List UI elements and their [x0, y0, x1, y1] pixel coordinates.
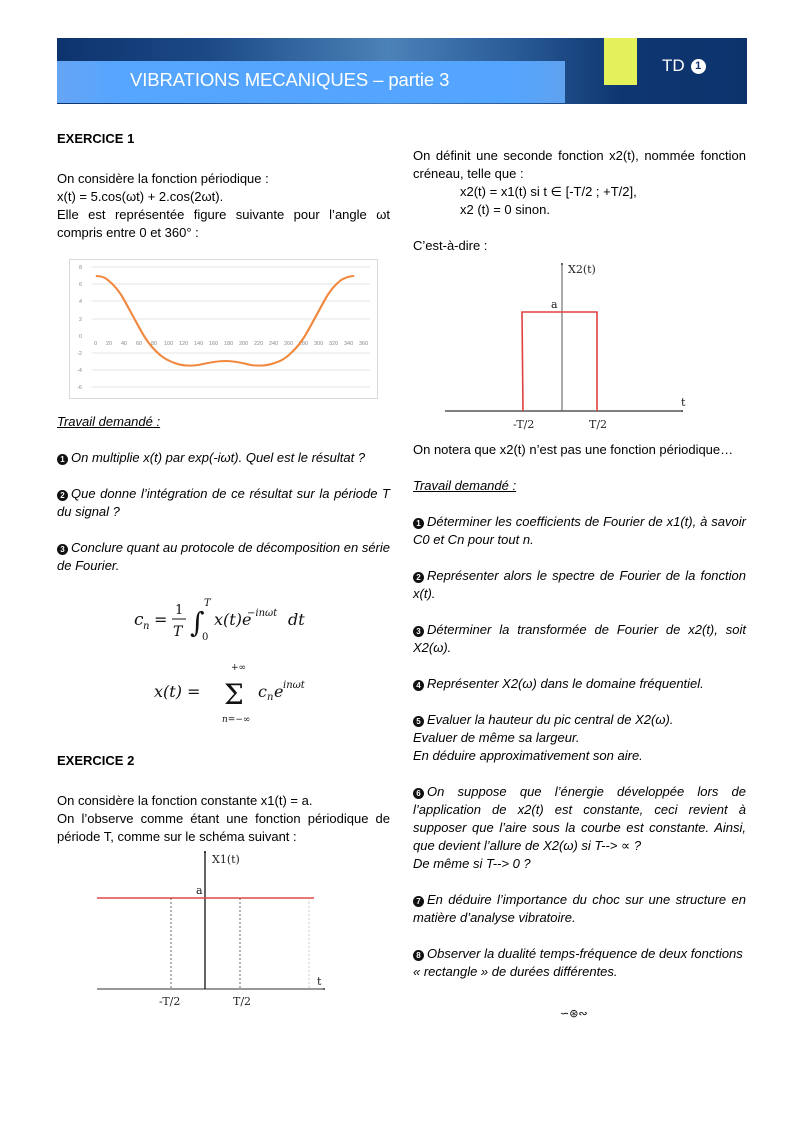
definition-line-3: x2 (t) = 0 sinon.	[460, 202, 550, 217]
svg-text:∫: ∫	[190, 606, 205, 639]
exercise2-intro	[57, 752, 390, 846]
page-title: VIBRATIONS MECANIQUES – partie 3	[130, 69, 450, 90]
x1-tick-left: -T/2	[159, 995, 181, 1008]
x2-rectangle-figure	[441, 260, 691, 435]
end-ornament-icon: ∽⊛∾	[560, 1008, 588, 1020]
x2-tick-left: -T/2	[513, 418, 535, 431]
exercise2-task-5-line-2: Evaluer de même sa largeur.	[413, 730, 580, 745]
x2-t-label: t	[681, 396, 686, 409]
svg-text:n=−∞: n=−∞	[222, 715, 251, 725]
exercise2-task-1: 1 Déterminer les coefficients de Fourier de x1(t), à savoir C0 et Cn pour tout n.	[413, 514, 746, 547]
number-7-icon: 7	[413, 896, 424, 907]
number-3-icon: 3	[413, 626, 424, 637]
x1-t-label: t	[317, 975, 322, 988]
svg-text:Σ: Σ	[224, 678, 244, 711]
exercise1-chart	[69, 259, 378, 399]
svg-text:4: 4	[79, 299, 83, 305]
svg-text:340: 340	[344, 341, 354, 347]
svg-text:1: 1	[175, 603, 184, 618]
number-2-icon: 2	[413, 572, 424, 583]
svg-text:=: =	[154, 610, 168, 629]
svg-text:160: 160	[209, 341, 219, 347]
svg-text:T: T	[173, 624, 183, 640]
definition-line-2: x2(t) = x1(t) si t ∈ [-T/2 ; +T/2],	[460, 184, 637, 199]
exercise2-work-title: Travail demandé :	[413, 478, 517, 493]
number-3-icon: 3	[57, 544, 68, 555]
svg-text:80: 80	[151, 341, 158, 347]
svg-text:n: n	[267, 692, 274, 703]
svg-text:+∞: +∞	[231, 663, 247, 673]
svg-text:320: 320	[329, 341, 339, 347]
exercise1-work-title: Travail demandé :	[57, 414, 161, 429]
td-text: TD	[662, 56, 685, 75]
svg-text:0: 0	[94, 341, 98, 347]
td-number-badge: 1	[691, 59, 706, 74]
svg-text:dt: dt	[288, 610, 305, 629]
svg-text:240: 240	[269, 341, 279, 347]
number-6-icon: 6	[413, 788, 424, 799]
definition-line-1: On définit une seconde fonction x2(t), nommée fonction créneau, telle que :	[413, 148, 746, 181]
svg-text:280: 280	[299, 341, 309, 347]
svg-text:2: 2	[79, 317, 83, 323]
svg-text:360: 360	[359, 341, 369, 347]
x2-axis-label: X2(t)	[568, 263, 596, 276]
exercise2-heading: EXERCICE 2	[57, 753, 135, 768]
svg-text:x(t)e: x(t)e	[214, 610, 252, 629]
fourier-coefficient-formula	[130, 592, 330, 652]
svg-text:-4: -4	[77, 368, 82, 374]
td-label	[662, 56, 706, 76]
svg-text:6: 6	[79, 282, 83, 288]
header-accent-block	[604, 38, 637, 85]
exercise2-task-8: 8 Observer la dualité temps-fréquence de deux fonctions « rectangle » de durées différentes.	[413, 946, 743, 979]
x1-constant-figure	[95, 848, 330, 1008]
svg-text:300: 300	[314, 341, 324, 347]
exercise2-task-2: 2 Représenter alors le spectre de Fourier de la fonction x(t).	[413, 568, 746, 601]
number-2-icon: 2	[57, 490, 68, 501]
exercise2-task-5: 5 Evaluer la hauteur du pic central de X2(ω).	[413, 711, 746, 729]
svg-text:e: e	[274, 682, 284, 701]
svg-text:200: 200	[239, 341, 249, 347]
exercise2-task-5-line-3: En déduire approximativement son aire.	[413, 748, 643, 763]
svg-text:120: 120	[179, 341, 189, 347]
number-1-icon: 1	[57, 454, 68, 465]
svg-text:8: 8	[79, 265, 83, 271]
exercise1-tasks	[57, 413, 390, 575]
x2-level-label: a	[551, 298, 558, 311]
svg-text:inωt: inωt	[283, 680, 305, 691]
exercise2-task-3: 3 Déterminer la transformée de Fourier de x2(t), soit X2(ω).	[413, 622, 746, 655]
svg-text:c: c	[258, 682, 267, 701]
number-8-icon: 8	[413, 950, 424, 961]
exercise2-line-1: On considère la fonction constante x1(t) = a.	[57, 793, 313, 808]
x1-axis-label: X1(t)	[212, 853, 240, 866]
exercise1-intro-3: Elle est représentée figure suivante pour l’angle ωt compris entre 0 et 360° :	[57, 207, 390, 240]
svg-text:T: T	[204, 598, 211, 609]
svg-text:60: 60	[136, 341, 143, 347]
number-5-icon: 5	[413, 716, 424, 727]
x2-tick-right: T/2	[589, 418, 608, 431]
cest-a-dire: C’est-à-dire :	[413, 238, 488, 253]
svg-text:40: 40	[121, 341, 128, 347]
svg-text:c: c	[134, 610, 144, 630]
svg-text:−inωt: −inωt	[247, 608, 278, 619]
exercise2-task-4: 4 Représenter X2(ω) dans le domaine fréquentiel.	[413, 675, 746, 693]
svg-text:260: 260	[284, 341, 294, 347]
cosine-sum-plot	[70, 260, 377, 398]
svg-text:-2: -2	[77, 351, 82, 357]
series-line	[96, 276, 354, 366]
exercise1-heading: EXERCICE 1	[57, 131, 135, 146]
svg-text:-6: -6	[77, 385, 82, 391]
svg-text:180: 180	[224, 341, 234, 347]
exercise1-formula-line: x(t) = 5.cos(ωt) + 2.cos(2ωt).	[57, 189, 224, 204]
exercise2-line-2: On l’observe comme étant une fonction périodique de période T, comme sur le schéma suivant :	[57, 811, 390, 844]
exercise1-intro-1: On considère la fonction périodique :	[57, 171, 269, 186]
svg-text:0: 0	[79, 334, 83, 340]
right-column-definition	[413, 147, 746, 255]
exercise2-tasks	[413, 441, 746, 981]
number-4-icon: 4	[413, 680, 424, 691]
svg-text:20: 20	[106, 341, 113, 347]
page-header	[57, 38, 747, 104]
non-periodic-note: On notera que x2(t) n’est pas une fonction périodique…	[413, 442, 734, 457]
left-column	[57, 130, 390, 242]
exercise2-task-6: 6 On suppose que l’énergie développée lors de l’application de x2(t) est constante, ceci revient à supposer que l’aire sous la courbe est constante. Ainsi, que devient l’allure de X2(ω) si T--> ∝ ?	[413, 784, 746, 853]
svg-text:n: n	[143, 621, 150, 632]
fourier-series-formula	[150, 658, 320, 730]
exercise1-task-1: 1 On multiplie x(t) par exp(-iωt). Quel est le résultat ?	[57, 449, 390, 467]
number-1-icon: 1	[413, 518, 424, 529]
x1-level-label: a	[196, 884, 203, 897]
svg-text:220: 220	[254, 341, 264, 347]
svg-text:140: 140	[194, 341, 204, 347]
svg-text:0: 0	[202, 632, 209, 643]
x1-tick-right: T/2	[233, 995, 252, 1008]
svg-text:x(t) =: x(t) =	[154, 682, 201, 701]
exercise2-task-6-line-2: De même si T--> 0 ?	[413, 856, 531, 871]
exercise1-task-2: 2 Que donne l’intégration de ce résultat sur la période T du signal ?	[57, 486, 390, 519]
exercise2-task-7: 7 En déduire l’importance du choc sur une structure en matière d’analyse vibratoire.	[413, 892, 746, 925]
exercise1-task-3: 3 Conclure quant au protocole de décomposition en série de Fourier.	[57, 540, 390, 573]
svg-text:100: 100	[164, 341, 174, 347]
